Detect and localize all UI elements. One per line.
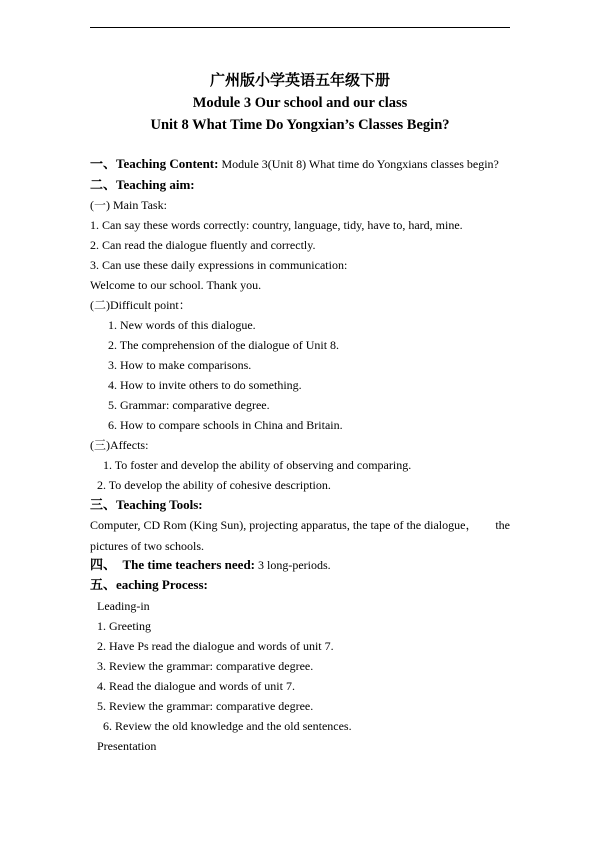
tools-line-2: pictures of two schools.: [90, 539, 204, 553]
section-label: The time teachers need:: [122, 557, 256, 572]
section-label: Teaching Tools:: [116, 497, 203, 512]
process-step: 2. Have Ps read the dialogue and words of unit 7.: [97, 639, 334, 653]
tools-text: Computer, CD Rom (King Sun), projecting apparatus, the tape of the dialogue，: [90, 518, 478, 532]
affect-item: 2. To develop the ability of cohesive description.: [97, 478, 331, 492]
process-step: 5. Review the grammar: comparative degree.: [97, 699, 314, 713]
section-number: 二、: [90, 178, 117, 193]
leading-in-heading: Leading-in: [97, 599, 150, 613]
section-teaching-aim: [90, 178, 195, 193]
section-label: Teaching Content:: [116, 156, 219, 171]
title-unit: Unit 8 What Time Do Yongxian’s Classes Begin?: [150, 117, 450, 133]
section-label: eaching Process:: [116, 577, 208, 592]
section-teaching-tools: [90, 498, 203, 513]
presentation-heading: Presentation: [97, 739, 157, 753]
task-item: 2. Can read the dialogue fluently and correctly.: [90, 238, 316, 252]
difficult-point-heading: (二)Difficult point：: [90, 298, 191, 312]
section-text: 3 long-periods.: [255, 558, 331, 572]
difficult-item: 5. Grammar: comparative degree.: [108, 398, 270, 412]
section-teaching-content: [90, 157, 499, 172]
difficult-item: 3. How to make comparisons.: [108, 358, 252, 372]
section-time-needed: [90, 558, 331, 573]
affects-heading: (三)Affects:: [90, 438, 149, 452]
section-label: Teaching aim:: [116, 177, 195, 192]
process-step: 1. Greeting: [97, 619, 151, 633]
section-number: 四、: [90, 558, 117, 573]
section-number: 五、: [90, 578, 117, 593]
task-item: Welcome to our school. Thank you.: [90, 278, 262, 292]
difficult-item: 4. How to invite others to do something.: [108, 378, 302, 392]
task-item: 3. Can use these daily expressions in communication:: [90, 258, 348, 272]
section-teaching-process: [90, 578, 208, 593]
process-step: 6. Review the old knowledge and the old sentences.: [103, 719, 352, 733]
section-number: 三、: [90, 498, 117, 513]
difficult-item: 1. New words of this dialogue.: [108, 318, 256, 332]
title-module: Module 3 Our school and our class: [192, 95, 408, 111]
main-task-heading: (一) Main Task:: [90, 198, 167, 212]
section-number: 一、: [90, 157, 117, 172]
process-step: 4. Read the dialogue and words of unit 7.: [97, 679, 295, 693]
tools-line-1: [90, 518, 510, 532]
difficult-item: 6. How to compare schools in China and Britain.: [108, 418, 343, 432]
affect-item: 1. To foster and develop the ability of observing and comparing.: [103, 458, 412, 472]
title-cn: 广州版小学英语五年级下册: [209, 71, 390, 89]
process-step: 3. Review the grammar: comparative degree.: [97, 659, 314, 673]
header-rule: [90, 27, 510, 28]
task-item: 1. Can say these words correctly: country, language, tidy, have to, hard, mine.: [90, 218, 463, 232]
tools-text-end: the: [495, 518, 510, 532]
difficult-item: 2. The comprehension of the dialogue of Unit 8.: [108, 338, 340, 352]
section-text: Module 3(Unit 8) What time do Yongxians classes begin?: [218, 157, 499, 171]
